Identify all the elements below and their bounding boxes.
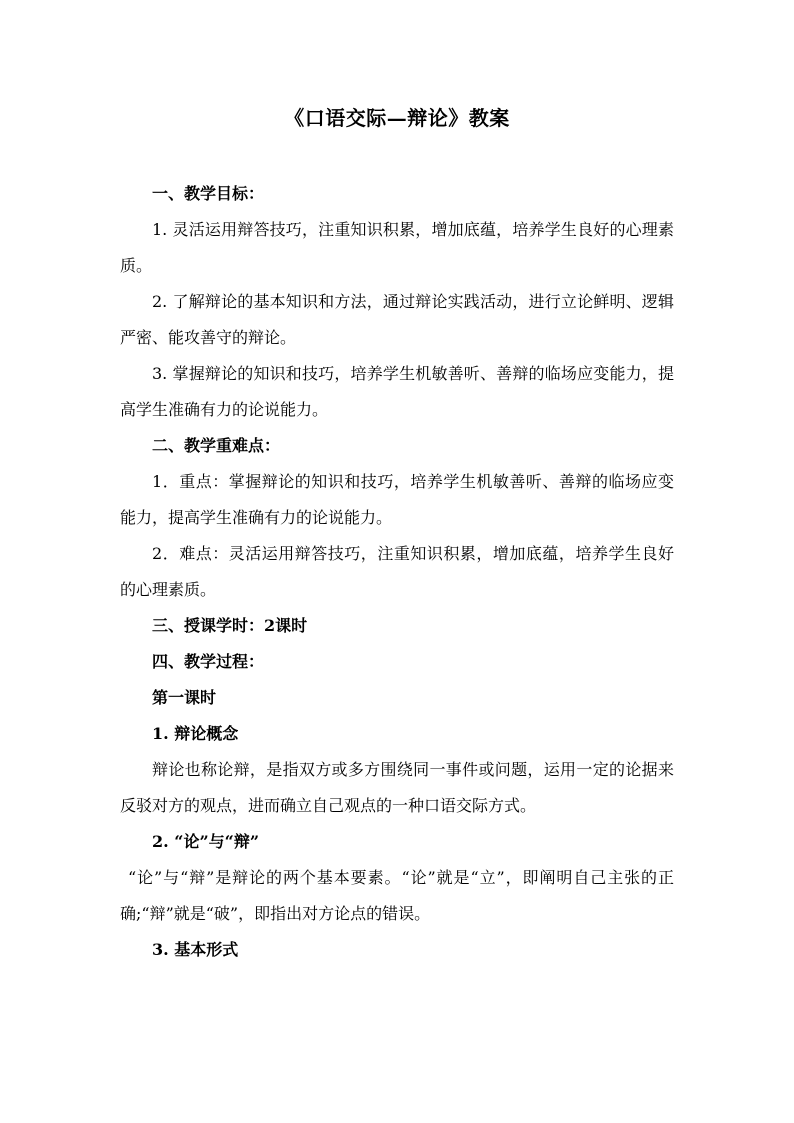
lun-bian-text: “论”与“辩”是辩论的两个基本要素。“论”就是“立”，即阐明自己主张的正确;“辩”就是“破”，即指出对方论点的错误。 (120, 868, 674, 923)
concept-text: 辩论也称论辩，是指双方或多方围绕同一事件或问题，运用一定的论据来反驳对方的观点，进而确立自己观点的一种口语交际方式。 (120, 760, 674, 815)
section-heading-key-points: 二、教学重难点： (152, 436, 281, 455)
objective-item: 2. 了解辩论的基本知识和方法，通过辩论实践活动，进行立论鲜明、逻辑严密、能攻善守的辩论。 (120, 292, 674, 347)
objective-item: 3. 掌握辩论的知识和技巧，培养学生机敏善听、善辩的临场应变能力，提高学生准确有力的论说能力。 (120, 364, 674, 419)
section-heading-objectives: 一、教学目标： (152, 184, 265, 203)
lesson-title: 第一课时 (152, 688, 217, 707)
subheading-basic-form: 3. 基本形式 (152, 940, 239, 959)
section-heading-class-hours: 三、授课学时：2课时 (152, 616, 308, 635)
key-point-item: 2．难点：灵活运用辩答技巧，注重知识积累，增加底蕴，培养学生良好的心理素质。 (120, 544, 674, 599)
subheading-concept: 1. 辩论概念 (152, 724, 239, 743)
section-heading-process: 四、教学过程： (152, 652, 265, 671)
key-point-item: 1．重点：掌握辩论的知识和技巧，培养学生机敏善听、善辩的临场应变能力，提高学生准确有力的论说能力。 (120, 472, 674, 527)
objective-item: 1. 灵活运用辩答技巧，注重知识积累，增加底蕴，培养学生良好的心理素质。 (120, 220, 674, 275)
subheading-lun-bian: 2. “论”与“辩” (152, 832, 260, 851)
document-title: 《口语交际—辩论》教案 (284, 106, 510, 130)
